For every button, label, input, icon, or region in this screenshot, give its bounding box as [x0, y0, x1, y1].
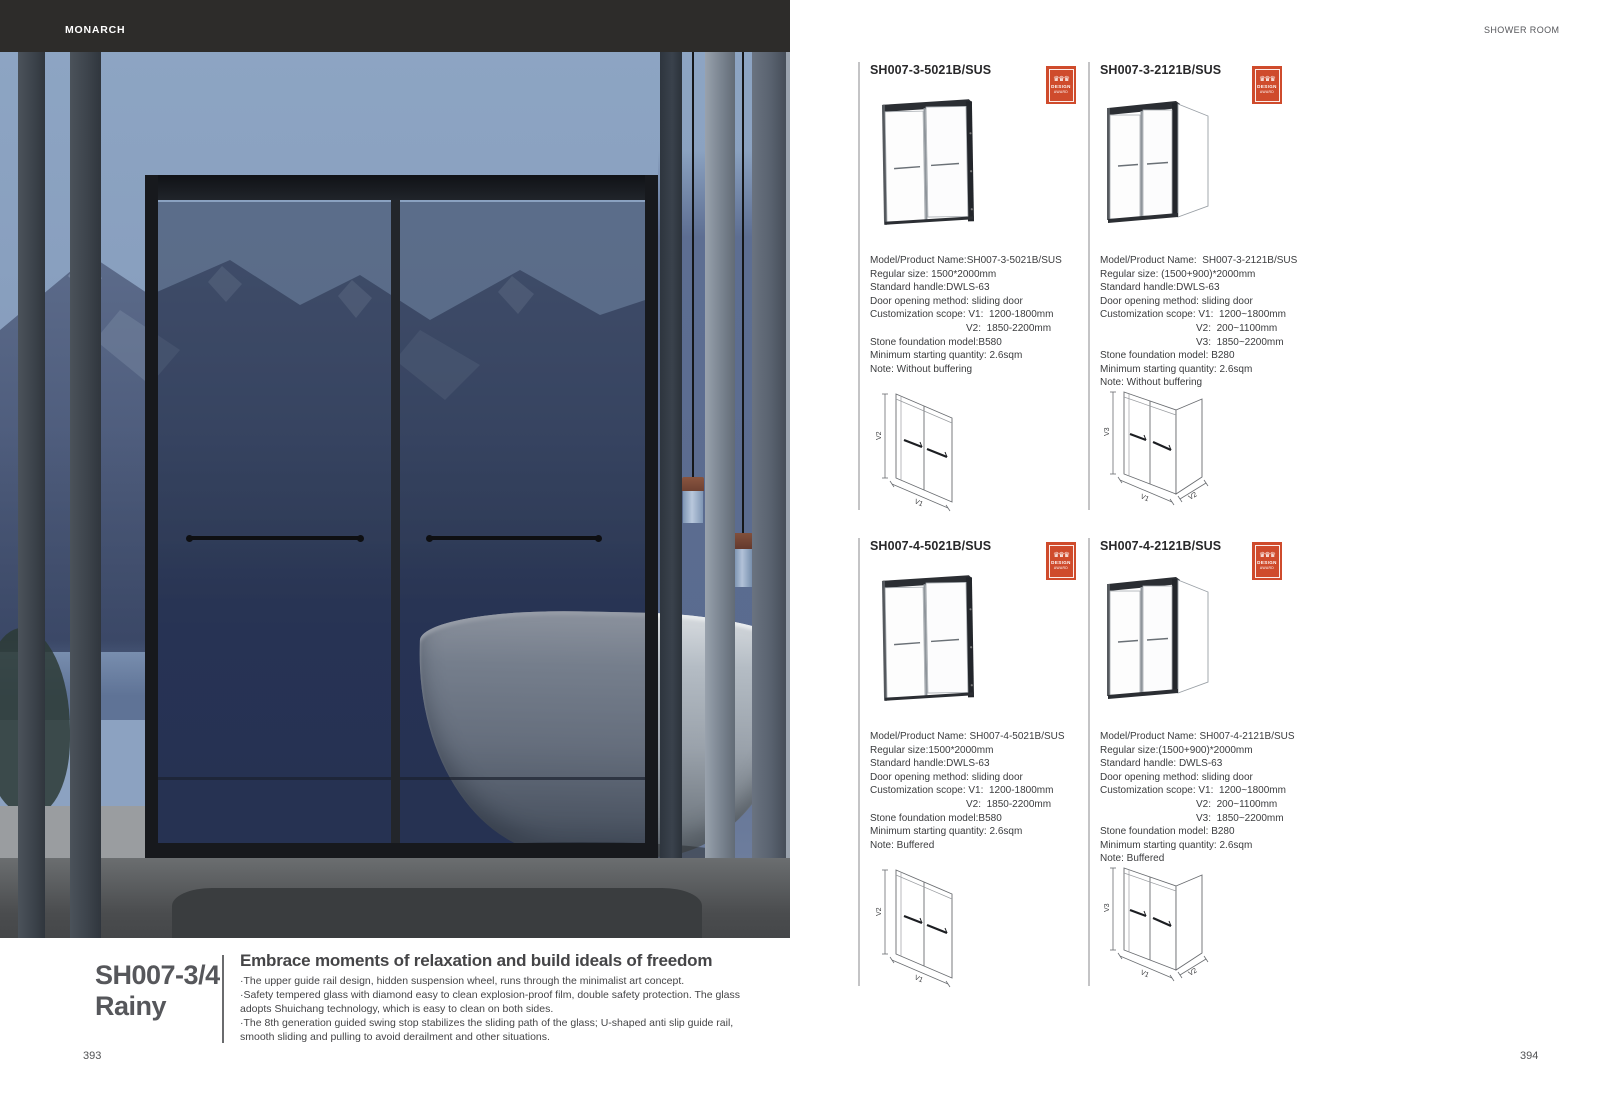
- product-front-drawing: [870, 570, 990, 712]
- dimension-drawing: [1098, 854, 1216, 988]
- card-rule: [1088, 62, 1090, 510]
- pendant-light-glass: [734, 549, 752, 587]
- spec-line: Standard handle:DWLS-63: [870, 758, 990, 770]
- spec-line: Note: Buffered: [870, 839, 935, 851]
- spec-line: Standard handle:DWLS-63: [1100, 282, 1220, 294]
- design-award-badge: [1046, 66, 1076, 104]
- product-front-drawing: [1100, 570, 1220, 712]
- spec-line: Customization scope: V1: 1200-1800mm: [870, 309, 1054, 321]
- spec-line: Door opening method: sliding door: [1100, 771, 1253, 783]
- pendant-cord: [692, 52, 694, 477]
- spec-line: Standard handle:DWLS-63: [870, 282, 990, 294]
- design-award-badge-inner: [1255, 545, 1280, 578]
- spec-line: Door opening method: sliding door: [1100, 295, 1253, 307]
- svg-text:V2: V2: [876, 907, 883, 916]
- badge-text: AWARD: [1053, 565, 1069, 570]
- door-right-stile: [645, 175, 658, 858]
- spec-line: Minimum starting quantity: 2.6sqm: [870, 350, 1023, 362]
- spec-line: Door opening method: sliding door: [870, 295, 1023, 307]
- product-card-sh007-4-5021b: [848, 536, 1071, 988]
- spec-line: Model/Product Name: SH007-3-2121B/SUS: [1100, 255, 1298, 266]
- design-award-badge: [1252, 66, 1282, 104]
- product-title: SH007-3-2121B/SUS: [1100, 63, 1222, 77]
- spec-list: [1100, 254, 1297, 390]
- pillar: [660, 52, 682, 938]
- product-card-sh007-4-2121b: [1078, 536, 1295, 988]
- heading-divider: [222, 955, 224, 1043]
- door-bottom-rail: [145, 843, 658, 858]
- series-heading-line2: Rainy: [95, 991, 167, 1022]
- spec-line: Model/Product Name:SH007-3-5021B/SUS: [870, 255, 1062, 266]
- badge-text: AWARD: [1053, 89, 1069, 94]
- crown-icons: ♛♛♛: [1053, 75, 1069, 83]
- spec-line: Note: Buffered: [1100, 853, 1165, 865]
- spec-line: Stone foundation model: B280: [1100, 826, 1235, 838]
- design-award-badge-inner: [1255, 69, 1280, 102]
- pendant-light-cap: [682, 477, 704, 491]
- badge-text: DESIGN: [1257, 83, 1277, 89]
- spec-line: Model/Product Name: SH007-4-2121B/SUS: [1100, 731, 1295, 742]
- product-title: SH007-4-2121B/SUS: [1100, 539, 1222, 553]
- spec-line: Regular size: (1500+900)*2000mm: [1100, 268, 1256, 280]
- spec-line: Note: Without buffering: [1100, 377, 1203, 389]
- badge-text: DESIGN: [1257, 559, 1277, 565]
- spec-line: Customization scope: V1: 1200-1800mm: [870, 785, 1054, 797]
- design-award-badge-inner: [1049, 545, 1074, 578]
- spec-line: Standard handle: DWLS-63: [1100, 758, 1223, 770]
- badge-text: DESIGN: [1051, 559, 1071, 565]
- page-number-left: 393: [83, 1050, 102, 1062]
- product-card-sh007-3-5021b: [848, 60, 1071, 512]
- spec-list: [870, 730, 1065, 852]
- product-title: SH007-3-5021B/SUS: [870, 63, 992, 77]
- dimension-drawing: [868, 854, 986, 988]
- svg-text:V2: V2: [876, 431, 883, 440]
- spec-line: V2: 1850-2200mm: [966, 322, 1052, 334]
- crown-icons: ♛♛♛: [1259, 551, 1275, 559]
- spec-line: Stone foundation model:B580: [870, 336, 1002, 348]
- svg-text:V1: V1: [1139, 493, 1150, 504]
- section-header: SHOWER ROOM: [1484, 25, 1560, 35]
- feature-list: [240, 974, 770, 1044]
- spec-list: [870, 254, 1062, 376]
- dimension-drawing: [1098, 378, 1216, 512]
- spec-line: Regular size:1500*2000mm: [870, 744, 994, 756]
- crown-icons: ♛♛♛: [1053, 551, 1069, 559]
- design-award-badge-inner: [1049, 69, 1074, 102]
- svg-text:V3: V3: [1104, 427, 1111, 436]
- spec-line: Minimum starting quantity: 2.6sqm: [1100, 363, 1253, 375]
- spec-line: V2: 200~1100mm: [1196, 798, 1278, 810]
- badge-text: DESIGN: [1051, 83, 1071, 89]
- product-card-sh007-3-2121b: [1078, 60, 1298, 512]
- crown-icons: ♛♛♛: [1259, 75, 1275, 83]
- badge-text: AWARD: [1259, 565, 1275, 570]
- card-rule: [858, 538, 860, 986]
- spec-line: Stone foundation model:B580: [870, 812, 1002, 824]
- badge-text: AWARD: [1259, 89, 1275, 94]
- pillar: [705, 52, 735, 938]
- pillar: [70, 0, 101, 938]
- pendant-light-cap: [733, 533, 753, 549]
- spec-line: V2: 200~1100mm: [1196, 322, 1278, 334]
- design-award-badge: [1046, 542, 1076, 580]
- spec-line: Customization scope: V1: 1200~1800mm: [1100, 785, 1286, 797]
- spec-line: Regular size:(1500+900)*2000mm: [1100, 744, 1253, 756]
- series-heading: [95, 960, 220, 1023]
- svg-text:V1: V1: [913, 498, 924, 509]
- spec-line: Stone foundation model: B280: [1100, 350, 1235, 362]
- svg-text:V1: V1: [1139, 969, 1150, 980]
- spec-line: Note: Without buffering: [870, 363, 973, 375]
- spec-line: V2: 1850-2200mm: [966, 798, 1052, 810]
- product-title: SH007-4-5021B/SUS: [870, 539, 992, 553]
- door-left-stile: [145, 175, 158, 858]
- dimension-drawing: [868, 378, 986, 512]
- feature-item: ·The 8th generation guided swing stop stabilizes the sliding path of the glass; U-shaped anti slip guide rail, smooth sliding and pulling to avoid derailment and other situations.: [240, 1017, 734, 1044]
- spec-list: [1100, 730, 1295, 866]
- brand-logo: MONARCH: [65, 24, 126, 36]
- door-handle-bar: [428, 536, 600, 540]
- door-handle-bar: [188, 536, 362, 540]
- svg-text:V2: V2: [1187, 967, 1199, 978]
- card-rule: [858, 62, 860, 510]
- spec-line: V3: 1850~2200mm: [1196, 336, 1284, 348]
- product-front-drawing: [1100, 94, 1220, 236]
- spec-line: Minimum starting quantity: 2.6sqm: [1100, 839, 1253, 851]
- spec-line: Regular size: 1500*2000mm: [870, 268, 997, 280]
- spec-line: V3: 1850~2200mm: [1196, 812, 1284, 824]
- pendant-light-glass: [683, 491, 703, 523]
- glass-panel-tint: [158, 202, 645, 843]
- svg-text:V3: V3: [1104, 903, 1111, 912]
- series-heading-line1: SH007-3/4: [95, 960, 220, 990]
- feature-item: ·Safety tempered glass with diamond easy to clean explosion-proof film, double safety protection. The glass adopts Shuichang technology, which is easy to clean on both sides.: [240, 989, 740, 1016]
- page-number-right: 394: [1520, 1050, 1539, 1062]
- spec-line: Door opening method: sliding door: [870, 771, 1023, 783]
- pendant-cord: [742, 52, 744, 533]
- wall-edge: [786, 52, 790, 938]
- card-rule: [1088, 538, 1090, 986]
- showroom-photo: [0, 0, 790, 938]
- tagline: Embrace moments of relaxation and build ideals of freedom: [240, 951, 713, 970]
- svg-text:V2: V2: [1187, 491, 1199, 502]
- door-top-rail: [145, 175, 658, 200]
- door-center-mullion: [391, 200, 400, 850]
- feature-item: ·The upper guide rail design, hidden suspension wheel, runs through the minimalist art concept.: [240, 975, 685, 987]
- design-award-badge: [1252, 542, 1282, 580]
- spec-line: Customization scope: V1: 1200~1800mm: [1100, 309, 1286, 321]
- pillar: [752, 52, 786, 938]
- svg-text:V1: V1: [913, 974, 924, 985]
- spec-line: Minimum starting quantity: 2.6sqm: [870, 826, 1023, 838]
- pillar: [18, 0, 45, 938]
- spec-line: Model/Product Name: SH007-4-5021B/SUS: [870, 731, 1065, 742]
- rug: [172, 888, 702, 938]
- product-front-drawing: [870, 94, 990, 236]
